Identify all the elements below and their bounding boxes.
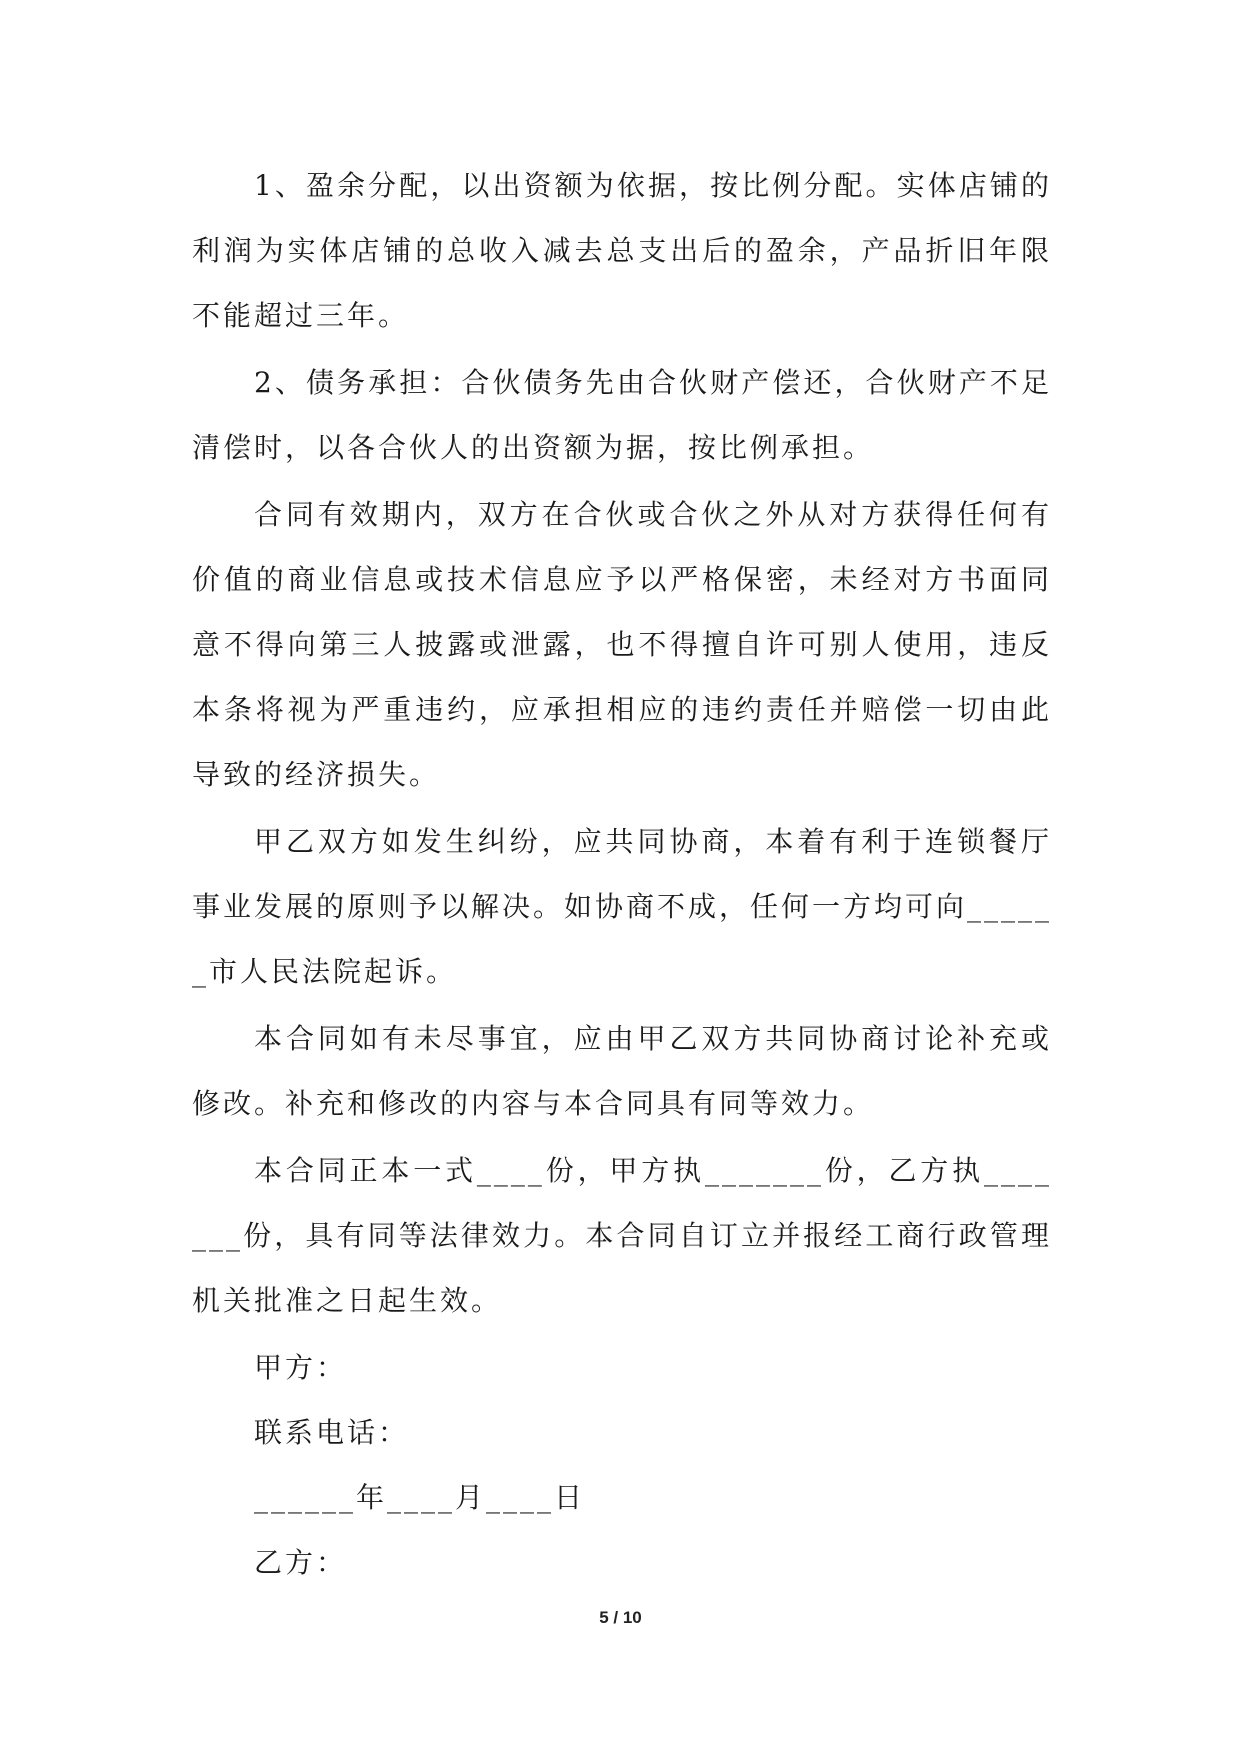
date-line: ______年____月____日 <box>254 1481 586 1514</box>
party-b-label: 乙方： <box>254 1546 348 1579</box>
page-number: 5 / 10 <box>599 1608 642 1627</box>
party-a-label: 甲方： <box>254 1351 348 1384</box>
clause-confidentiality: 合同有效期内，双方在合伙或合伙之外从对方获得任何有价值的商业信息或技术信息应予以严格保密，未经对方书面同意不得向第三人披露或泄露，也不得擅自许可别人使用，违反本条将视为严重违约，应承担相应的违约责任并赔偿一切由此导致的经济损失。 <box>192 498 1052 791</box>
document-body <box>192 153 1052 1595</box>
signature-block <box>192 1335 1052 1595</box>
clause-profit-distribution: 1、盈余分配，以出资额为依据，按比例分配。实体店铺的利润为实体店铺的总收入减去总支出后的盈余，产品折旧年限不能超过三年。 <box>192 169 1052 332</box>
clause-dispute-resolution: 甲乙双方如发生纠纷，应共同协商，本着有利于连锁餐厅事业发展的原则予以解决。如协商不成，任何一方均可向______市人民法院起诉。 <box>192 825 1053 988</box>
clause-copies-effectiveness: 本合同正本一式____份，甲方执_______份，乙方执_______份，具有同等法律效力。本合同自订立并报经工商行政管理机关批准之日起生效。 <box>192 1154 1052 1317</box>
clause-debt-liability: 2、债务承担：合伙债务先由合伙财产偿还，合伙财产不足清偿时，以各合伙人的出资额为据，按比例承担。 <box>192 366 1052 464</box>
phone-label: 联系电话： <box>254 1416 410 1449</box>
clause-supplement: 本合同如有未尽事宜，应由甲乙双方共同协商讨论补充或修改。补充和修改的内容与本合同具有同等效力。 <box>192 1022 1052 1120</box>
